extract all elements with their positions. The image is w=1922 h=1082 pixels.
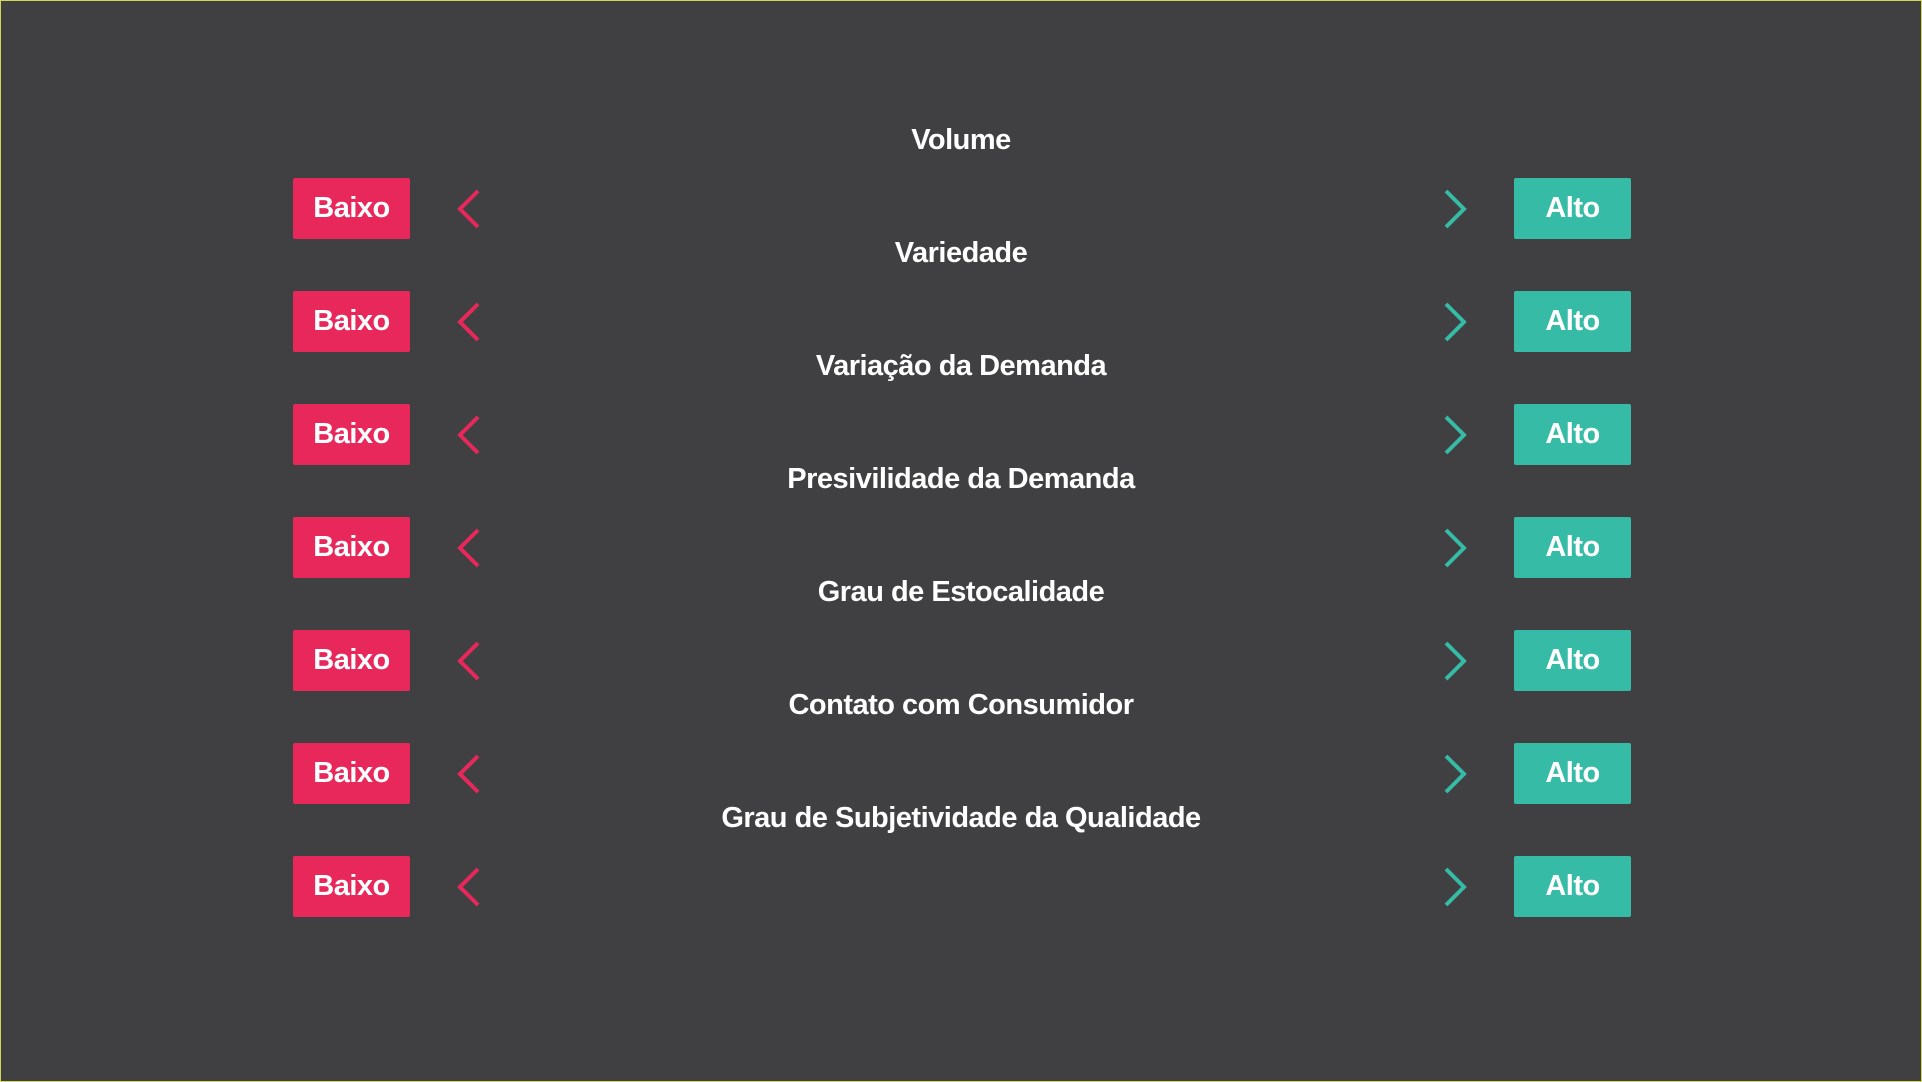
dimension-label: Grau de Subjetividade da Qualidade — [721, 802, 1201, 834]
diagram-canvas — [1, 1, 1921, 1081]
dimension-label: Variedade — [894, 237, 1028, 269]
double-arrow — [456, 187, 1468, 231]
dimension-label: Variação da Demanda — [815, 350, 1107, 382]
dimension-row — [1, 124, 1921, 291]
dimension-label: Presivilidade da Demanda — [787, 463, 1135, 495]
high-badge: Alto — [1514, 178, 1631, 239]
dimension-label: Grau de Estocalidade — [817, 576, 1105, 608]
low-badge: Baixo — [293, 630, 410, 691]
dimension-row — [1, 237, 1921, 404]
dimension-row — [1, 350, 1921, 517]
dimension-row — [1, 802, 1921, 969]
double-arrow — [456, 865, 1468, 909]
dimension-row — [1, 689, 1921, 856]
dimension-rows — [1, 1, 1921, 1081]
dimension-row — [1, 463, 1921, 630]
low-badge: Baixo — [293, 517, 410, 578]
high-badge: Alto — [1514, 630, 1631, 691]
double-arrow — [456, 300, 1468, 344]
dimension-row — [1, 576, 1921, 743]
low-badge: Baixo — [293, 856, 410, 917]
low-badge: Baixo — [293, 291, 410, 352]
double-arrow — [456, 639, 1468, 683]
low-badge: Baixo — [293, 743, 410, 804]
low-badge: Baixo — [293, 178, 410, 239]
high-badge: Alto — [1514, 291, 1631, 352]
dimension-label: Volume — [911, 124, 1011, 156]
high-badge: Alto — [1514, 517, 1631, 578]
high-badge: Alto — [1514, 743, 1631, 804]
high-badge: Alto — [1514, 404, 1631, 465]
high-badge: Alto — [1514, 856, 1631, 917]
dimension-label: Contato com Consumidor — [788, 689, 1134, 721]
low-badge: Baixo — [293, 404, 410, 465]
double-arrow — [456, 413, 1468, 457]
double-arrow — [456, 526, 1468, 570]
double-arrow — [456, 752, 1468, 796]
